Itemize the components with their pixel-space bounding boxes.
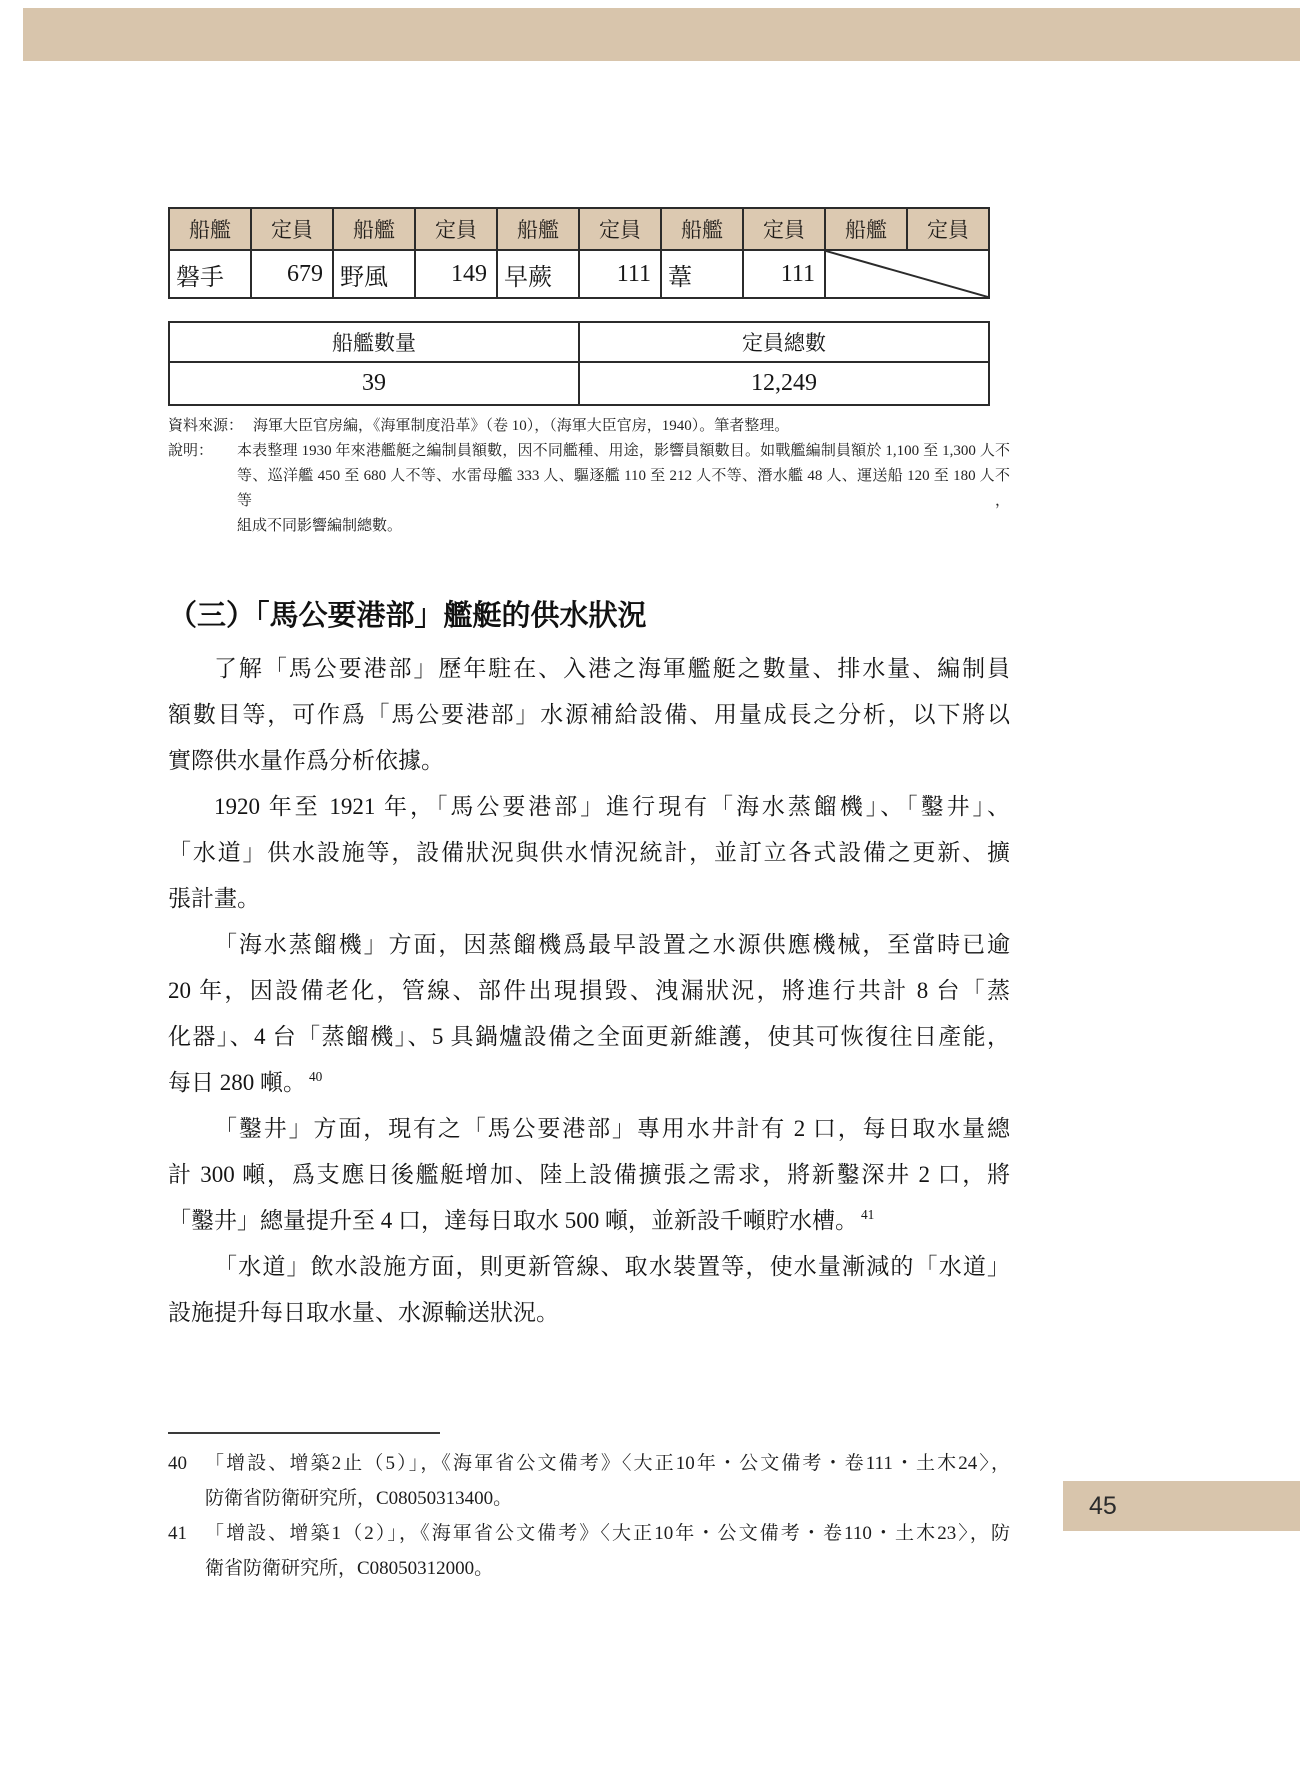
- source-text: 海軍大臣官房編，《海軍制度沿革》（卷 10），（海軍大臣官房，1940）。筆者整理。: [253, 418, 790, 434]
- text-line: 計 300 噸，爲支應日後艦艇增加、陸上設備擴張之需求，將新鑿深井 2 口，將: [168, 1162, 1010, 1187]
- crew-total-value: 12,249: [579, 362, 989, 405]
- footnote-marker: 40: [309, 1069, 323, 1085]
- footnote-text: [205, 1516, 1010, 1586]
- paragraph: [168, 922, 1010, 1106]
- crew-count-cell: 149: [415, 250, 497, 298]
- crew-count-cell: 111: [743, 250, 825, 298]
- paragraph: [168, 784, 1010, 922]
- table-header-cell: 船艦: [825, 208, 907, 250]
- explain-line: 本表整理 1930 年來港艦艇之編制員額數，因不同艦種、用途，影響員額數目。如戰艦編制員額於 1,100 至 1,300 人不: [237, 443, 1010, 459]
- crew-count-cell: 111: [579, 250, 661, 298]
- table-notes: [168, 414, 1010, 539]
- footnote-line: 「增設、增築1（2）」，《海軍省公文備考》〈大正10年・公文備考・卷110・土木23〉，防: [205, 1523, 1010, 1544]
- empty-diagonal-cell: [825, 250, 989, 298]
- ship-name-cell: 早蕨: [497, 250, 579, 298]
- table-data-row: [169, 250, 989, 298]
- section-heading: （三）「馬公要港部」艦艇的供水狀況: [168, 600, 647, 632]
- crew-count-cell: 679: [251, 250, 333, 298]
- text-line: 「鑿井」方面，現有之「馬公要港部」專用水井計有 2 口，每日取水量總: [214, 1116, 1010, 1141]
- table-header-cell: 定員: [415, 208, 497, 250]
- table-header-cell: 船艦: [661, 208, 743, 250]
- text-line: 設施提升每日取水量、水源輸送狀況。: [168, 1300, 559, 1325]
- explain-label: 說明：: [168, 443, 214, 459]
- table-header-cell: 船艦: [169, 208, 251, 250]
- footnote-line: 「增設、增築2止（5）」，《海軍省公文備考》〈大正10年・公文備考・卷111・土木24〉，: [205, 1453, 1010, 1474]
- diagonal-line: [826, 251, 988, 297]
- footnote: [168, 1516, 1010, 1586]
- explain-note: [168, 439, 1010, 539]
- text-line: 20 年，因設備老化，管線、部件出現損毀、洩漏狀況，將進行共計 8 台「蒸: [168, 978, 1010, 1003]
- table-header-cell: 船艦: [497, 208, 579, 250]
- text-line: 張計畫。: [168, 886, 260, 911]
- text-line: 「水道」供水設施等，設備狀況與供水情況統計，並訂立各式設備之更新、擴: [168, 840, 1010, 865]
- footnote-line: 衛省防衛研究所，C08050312000。: [205, 1558, 494, 1579]
- ship-count-header: 船艦數量: [169, 322, 579, 362]
- footnote-line: 防衛省防衛研究所，C08050313400。: [205, 1488, 513, 1509]
- page-number-band: [1063, 1481, 1300, 1531]
- table-header-row: [169, 208, 989, 250]
- summary-value-row: [169, 362, 989, 405]
- footnote-number: 40: [168, 1453, 187, 1474]
- footnote-text: [205, 1446, 1010, 1516]
- table-header-cell: 定員: [251, 208, 333, 250]
- explain-line: 等、巡洋艦 450 至 680 人不等、水雷母艦 333 人、驅逐艦 110 至 212 人不等、潛水艦 48 人、運送船 120 至 180 人不等，: [237, 468, 1010, 509]
- footnote-marker: 41: [861, 1207, 875, 1223]
- source-label: 資料來源：: [168, 418, 244, 434]
- table-header-cell: 定員: [579, 208, 661, 250]
- text-line: 「鑿井」總量提升至 4 口，達每日取水 500 噸，並新設千噸貯水槽。 $^{41}$: [168, 1207, 875, 1233]
- paragraph: [168, 1244, 1010, 1336]
- body-paragraphs: [168, 646, 1010, 1336]
- summary-header-row: [169, 322, 989, 362]
- text-line: 「海水蒸餾機」方面，因蒸餾機爲最早設置之水源供應機械，至當時已逾: [214, 932, 1010, 957]
- text-line: 實際供水量作爲分析依據。: [168, 748, 444, 773]
- text-line: 化器」、4 台「蒸餾機」、5 具鍋爐設備之全面更新維護，使其可恢復往日產能，: [168, 1024, 1010, 1049]
- paragraph: [168, 1106, 1010, 1244]
- crew-total-header: 定員總數: [579, 322, 989, 362]
- ship-crew-table: [168, 207, 990, 299]
- footnote: [168, 1446, 1010, 1516]
- text-line: 了解「馬公要港部」歷年駐在、入港之海軍艦艇之數量、排水量、編制員: [214, 656, 1010, 681]
- explain-text: [237, 439, 1010, 539]
- summary-table: [168, 321, 990, 406]
- explain-line: 組成不同影響編制總數。: [237, 518, 403, 534]
- ship-name-cell: 野風: [333, 250, 415, 298]
- page-number: 45: [1089, 1491, 1117, 1520]
- footnote-separator: [168, 1432, 440, 1434]
- text-line: 1920 年至 1921 年，「馬公要港部」進行現有「海水蒸餾機」、「鑿井」、: [214, 794, 1010, 819]
- footnote-number: 41: [168, 1523, 187, 1544]
- source-note: [168, 414, 1010, 439]
- text-line: 每日 280 噸。 $^{40}$: [168, 1069, 323, 1095]
- table-header-cell: 定員: [907, 208, 989, 250]
- text-line: 「水道」飲水設施方面，則更新管線、取水裝置等，使水量漸減的「水道」: [214, 1254, 1010, 1279]
- text-line: 額數目等，可作爲「馬公要港部」水源補給設備、用量成長之分析，以下將以: [168, 702, 1010, 727]
- paragraph: [168, 646, 1010, 784]
- ship-name-cell: 磐手: [169, 250, 251, 298]
- ship-count-value: 39: [169, 362, 579, 405]
- table-header-cell: 定員: [743, 208, 825, 250]
- table-header-cell: 船艦: [333, 208, 415, 250]
- page-content: [168, 0, 1010, 1586]
- ship-name-cell: 葦: [661, 250, 743, 298]
- footnotes: [168, 1446, 1010, 1586]
